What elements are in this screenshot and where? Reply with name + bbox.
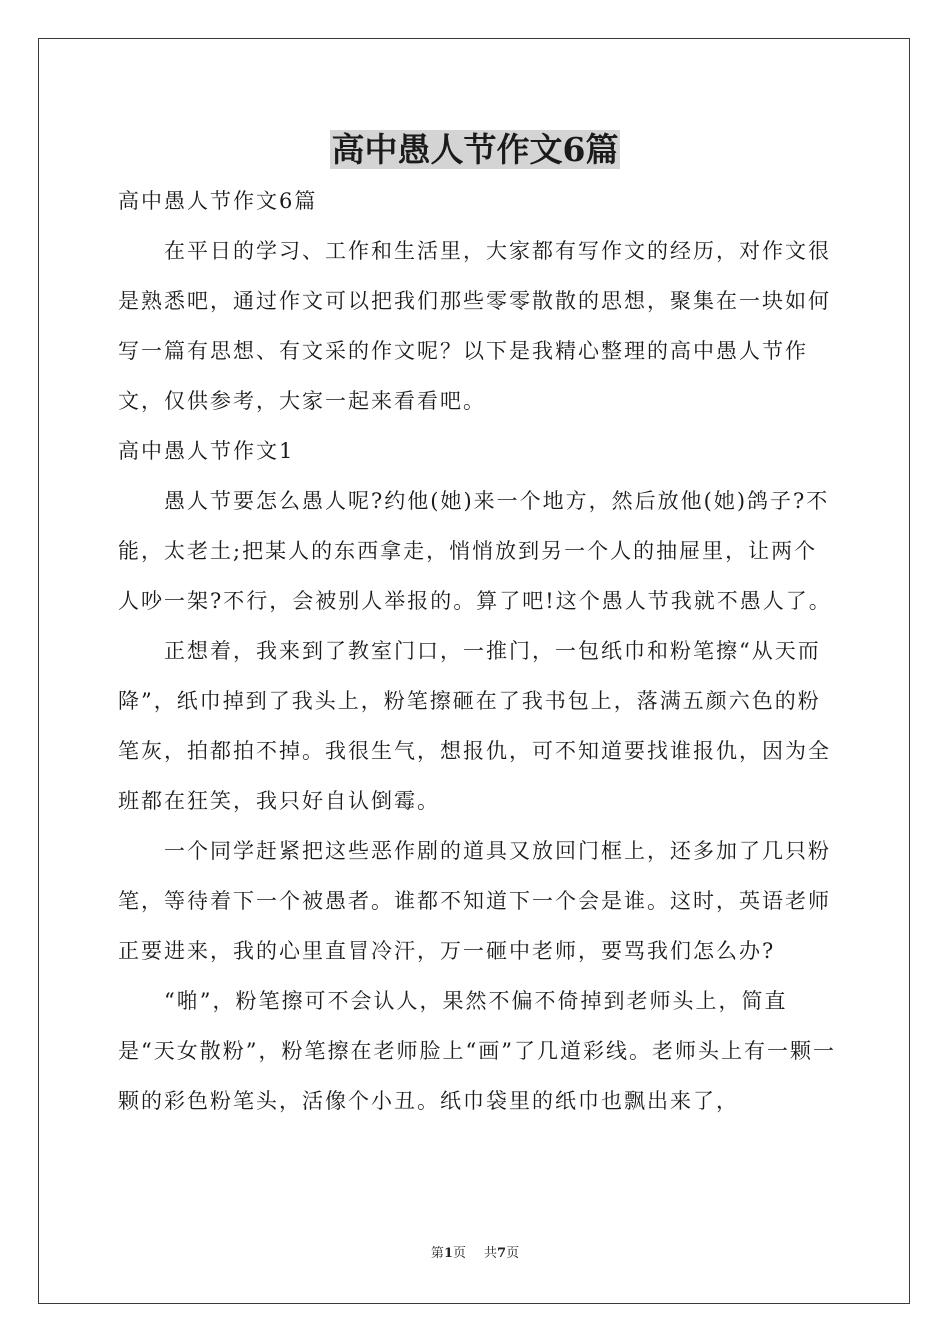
paragraph: 一个同学赶紧把这些恶作剧的道具又放回门框上，还多加了几只粉笔，等待着下一个被愚者。谁都不知道下一个会是谁。这时，英语老师正要进来，我的心里直冒冷汗，万一砸中老师，要骂我们怎么办? [118, 839, 831, 963]
paragraph: “啪”，粉笔擦可不会认人，果然不偏不倚掉到老师头上，简直是“天女散粉”，粉笔擦在老师脸上“画”了几道彩线。老师头上有一颗一颗的彩色粉笔头，活像个小丑。纸巾袋里的纸巾也飘出来了， [118, 989, 836, 1113]
page-number: 1 [443, 1246, 453, 1261]
total-suffix: 页 [506, 1246, 520, 1261]
total-pages: 7 [497, 1246, 507, 1261]
document-title [0, 128, 950, 172]
paragraph: 高中愚人节作文6篇 [118, 189, 318, 213]
page-prefix: 第 [430, 1246, 444, 1261]
document-title-text: 高中愚人节作文6篇 [331, 130, 619, 169]
paragraph: 在平日的学习、工作和生活里，大家都有写作文的经历，对作文很是熟悉吧，通过作文可以把我们那些零零散散的思想，聚集在一块如何写一篇有思想、有文采的作文呢？以下是我精心整理的高中愚人节作文，仅供参考，大家一起来看看吧。 [118, 239, 831, 413]
document-body [118, 176, 836, 1126]
paragraph: 高中愚人节作文1 [118, 439, 295, 463]
paragraph: 正想着，我来到了教室门口，一推门，一包纸巾和粉笔擦“从天而降”，纸巾掉到了我头上，粉笔擦砸在了我书包上，落满五颜六色的粉笔灰，拍都拍不掉。我很生气，想报仇，可不知道要找谁报仇，因为全班都在狂笑，我只好自认倒霉。 [118, 639, 831, 813]
page-footer [0, 1244, 950, 1264]
total-prefix: 共 [484, 1246, 498, 1261]
paragraph: 愚人节要怎么愚人呢?约他(她)来一个地方，然后放他(她)鸽子?不能，太老土;把某人的东西拿走，悄悄放到另一个人的抽屉里，让两个人吵一架?不行，会被别人举报的。算了吧!这个愚人节我就不愚人了。 [118, 489, 832, 613]
page-suffix: 页 [452, 1246, 466, 1261]
